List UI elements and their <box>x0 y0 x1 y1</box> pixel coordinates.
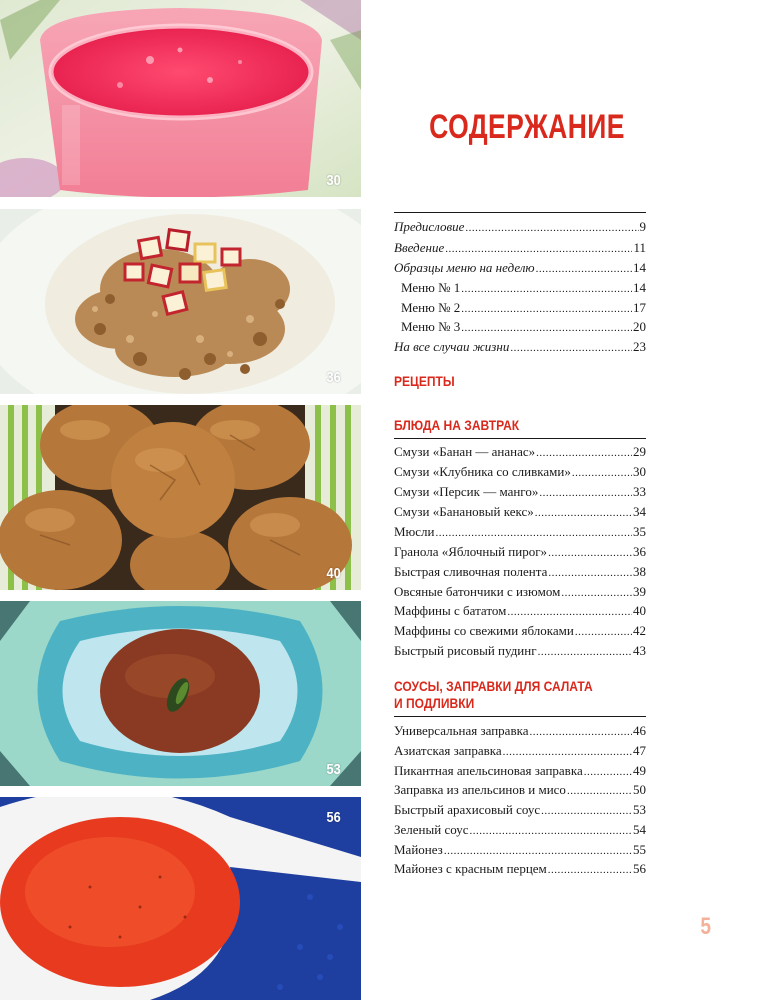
toc-entry-label: Смузи «Клубника со сливками» <box>394 464 571 479</box>
toc-entry[interactable] <box>394 762 646 781</box>
toc-entry[interactable] <box>394 443 646 462</box>
toc-entry[interactable] <box>394 299 646 318</box>
dressing-photo <box>0 601 361 786</box>
toc-entry[interactable] <box>394 722 646 741</box>
toc-entry[interactable] <box>394 279 646 298</box>
toc-entry-label: Майонез с красным перцем <box>394 861 547 876</box>
toc-entry-label: На все случаи жизни <box>394 339 510 354</box>
toc-entry-label: Смузи «Банановый кекс» <box>394 504 534 519</box>
dot-leader <box>575 623 632 641</box>
toc-entry-label: Образцы меню на неделю <box>394 260 535 275</box>
toc-entry-page: 34 <box>633 504 646 519</box>
toc-entry-page: 42 <box>633 623 646 638</box>
toc-entry-page: 30 <box>633 464 646 479</box>
toc-entry[interactable] <box>394 841 646 860</box>
dot-leader <box>541 802 632 820</box>
toc-entry[interactable] <box>394 563 646 582</box>
toc-entry-page: 9 <box>639 219 646 234</box>
toc-entry[interactable] <box>394 742 646 761</box>
toc-entry-label: Гранола «Яблочный пирог» <box>394 544 548 559</box>
toc-entry-label: Быстрый рисовый пудинг <box>394 643 537 658</box>
toc-entry[interactable] <box>394 622 646 641</box>
toc-entry-label: Быстрый арахисовый соус <box>394 802 541 817</box>
toc-entry-page: 20 <box>633 319 646 334</box>
dot-leader <box>567 782 632 800</box>
toc-entry-label: Азиатская заправка <box>394 743 502 758</box>
section-heading-sauces-line2: И ПОДЛИВКИ <box>394 695 475 711</box>
dot-leader <box>536 444 632 462</box>
toc-entry[interactable] <box>394 821 646 840</box>
toc-entry-label: Универсальная заправка <box>394 723 529 738</box>
smoothie-photo <box>0 0 361 197</box>
toc-entry-label: Меню № 1 <box>401 280 461 295</box>
dot-leader <box>461 319 632 337</box>
toc-entry-label: Маффины с бататом <box>394 603 507 618</box>
toc-entry-label: Предисловие <box>394 219 465 234</box>
toc-entry-label: Мюсли <box>394 524 435 539</box>
dot-leader <box>461 280 632 298</box>
toc-entry-page: 14 <box>633 260 646 275</box>
divider <box>394 438 646 439</box>
photo-page-number: 53 <box>326 761 341 778</box>
dot-leader <box>469 822 632 840</box>
toc-entry-page: 49 <box>633 763 646 778</box>
toc-entry-page: 11 <box>633 240 646 255</box>
toc-entry[interactable] <box>394 239 646 258</box>
dot-leader <box>548 564 632 582</box>
toc-entry[interactable] <box>394 338 646 357</box>
divider <box>394 716 646 717</box>
dot-leader <box>510 339 632 357</box>
toc-entry[interactable] <box>394 801 646 820</box>
toc-entry-label: Маффины со свежими яблоками <box>394 623 574 638</box>
toc-entry[interactable] <box>394 642 646 661</box>
toc-entry-label: Меню № 3 <box>401 319 461 334</box>
photo-page-number: 56 <box>326 809 341 826</box>
section-heading-recipes: РЕЦЕПТЫ <box>394 373 455 389</box>
dot-leader <box>538 643 632 661</box>
toc-entry-label: Майонез <box>394 842 443 857</box>
dot-leader <box>536 260 632 278</box>
toc-entry-label: Быстрая сливочная полента <box>394 564 548 579</box>
dot-leader <box>535 504 632 522</box>
toc-entry-label: Зеленый соус <box>394 822 469 837</box>
muffins-photo <box>0 405 361 590</box>
toc-entry-label: Меню № 2 <box>401 300 461 315</box>
toc-entry-page: 23 <box>633 339 646 354</box>
sauce-photo <box>0 797 361 1000</box>
toc-entry-page: 54 <box>633 822 646 837</box>
photo-page-number: 30 <box>326 172 341 189</box>
dot-leader <box>507 603 632 621</box>
toc-entry-label: Введение <box>394 240 445 255</box>
toc-entry-page: 50 <box>633 782 646 797</box>
toc-entry[interactable] <box>394 781 646 800</box>
toc-entry-page: 43 <box>633 643 646 658</box>
toc-entry[interactable] <box>394 602 646 621</box>
toc-entry-page: 33 <box>633 484 646 499</box>
toc-entry-page: 55 <box>633 842 646 857</box>
page-number: 5 <box>700 913 712 940</box>
toc-entry[interactable] <box>394 543 646 562</box>
toc-entry-label: Заправка из апельсинов и мисо <box>394 782 566 797</box>
toc-entry[interactable] <box>394 523 646 542</box>
dot-leader <box>444 842 632 860</box>
toc-entry-label: Смузи «Персик — манго» <box>394 484 539 499</box>
dot-leader <box>465 219 638 237</box>
toc-entry[interactable] <box>394 463 646 482</box>
dot-leader <box>445 240 632 258</box>
toc-entry-page: 29 <box>633 444 646 459</box>
toc-entry-page: 56 <box>633 861 646 876</box>
toc-entry-page: 14 <box>633 280 646 295</box>
toc-entry-page: 47 <box>633 743 646 758</box>
toc-entry-page: 39 <box>633 584 646 599</box>
dot-leader <box>584 763 632 781</box>
table-of-contents <box>394 0 660 1000</box>
toc-entry-label: Пикантная апельсиновая заправка <box>394 763 583 778</box>
dot-leader <box>548 544 632 562</box>
granola-photo <box>0 209 361 394</box>
toc-entry[interactable] <box>394 483 646 502</box>
toc-entry[interactable] <box>394 503 646 522</box>
toc-entry[interactable] <box>394 218 646 237</box>
toc-entry-label: Смузи «Банан — ананас» <box>394 444 536 459</box>
dot-leader <box>539 484 632 502</box>
dot-leader <box>572 464 632 482</box>
photo-column <box>0 0 361 1000</box>
toc-entry-page: 46 <box>633 723 646 738</box>
toc-entry-page: 38 <box>633 564 646 579</box>
toc-entry-page: 35 <box>633 524 646 539</box>
section-heading-sauces: СОУСЫ, ЗАПРАВКИ ДЛЯ САЛАТА <box>394 678 593 694</box>
section-heading-breakfast: БЛЮДА НА ЗАВТРАК <box>394 417 520 433</box>
toc-entry[interactable] <box>394 583 646 602</box>
toc-entry-page: 17 <box>633 300 646 315</box>
dot-leader <box>561 584 632 602</box>
toc-entry-page: 36 <box>633 544 646 559</box>
toc-entry[interactable] <box>394 318 646 337</box>
divider <box>394 212 646 213</box>
dot-leader <box>436 524 633 542</box>
toc-entry-label: Овсяные батончики с изюмом <box>394 584 561 599</box>
dot-leader <box>548 861 632 879</box>
photo-page-number: 40 <box>326 565 341 582</box>
dot-leader <box>503 743 632 761</box>
photo-page-number: 36 <box>326 369 341 386</box>
dot-leader <box>529 723 632 741</box>
dot-leader <box>461 300 632 318</box>
toc-entry-page: 40 <box>633 603 646 618</box>
toc-entry-page: 53 <box>633 802 646 817</box>
toc-entry[interactable] <box>394 259 646 278</box>
page-title: СОДЕРЖАНИЕ <box>429 108 625 146</box>
toc-entry[interactable] <box>394 860 646 879</box>
